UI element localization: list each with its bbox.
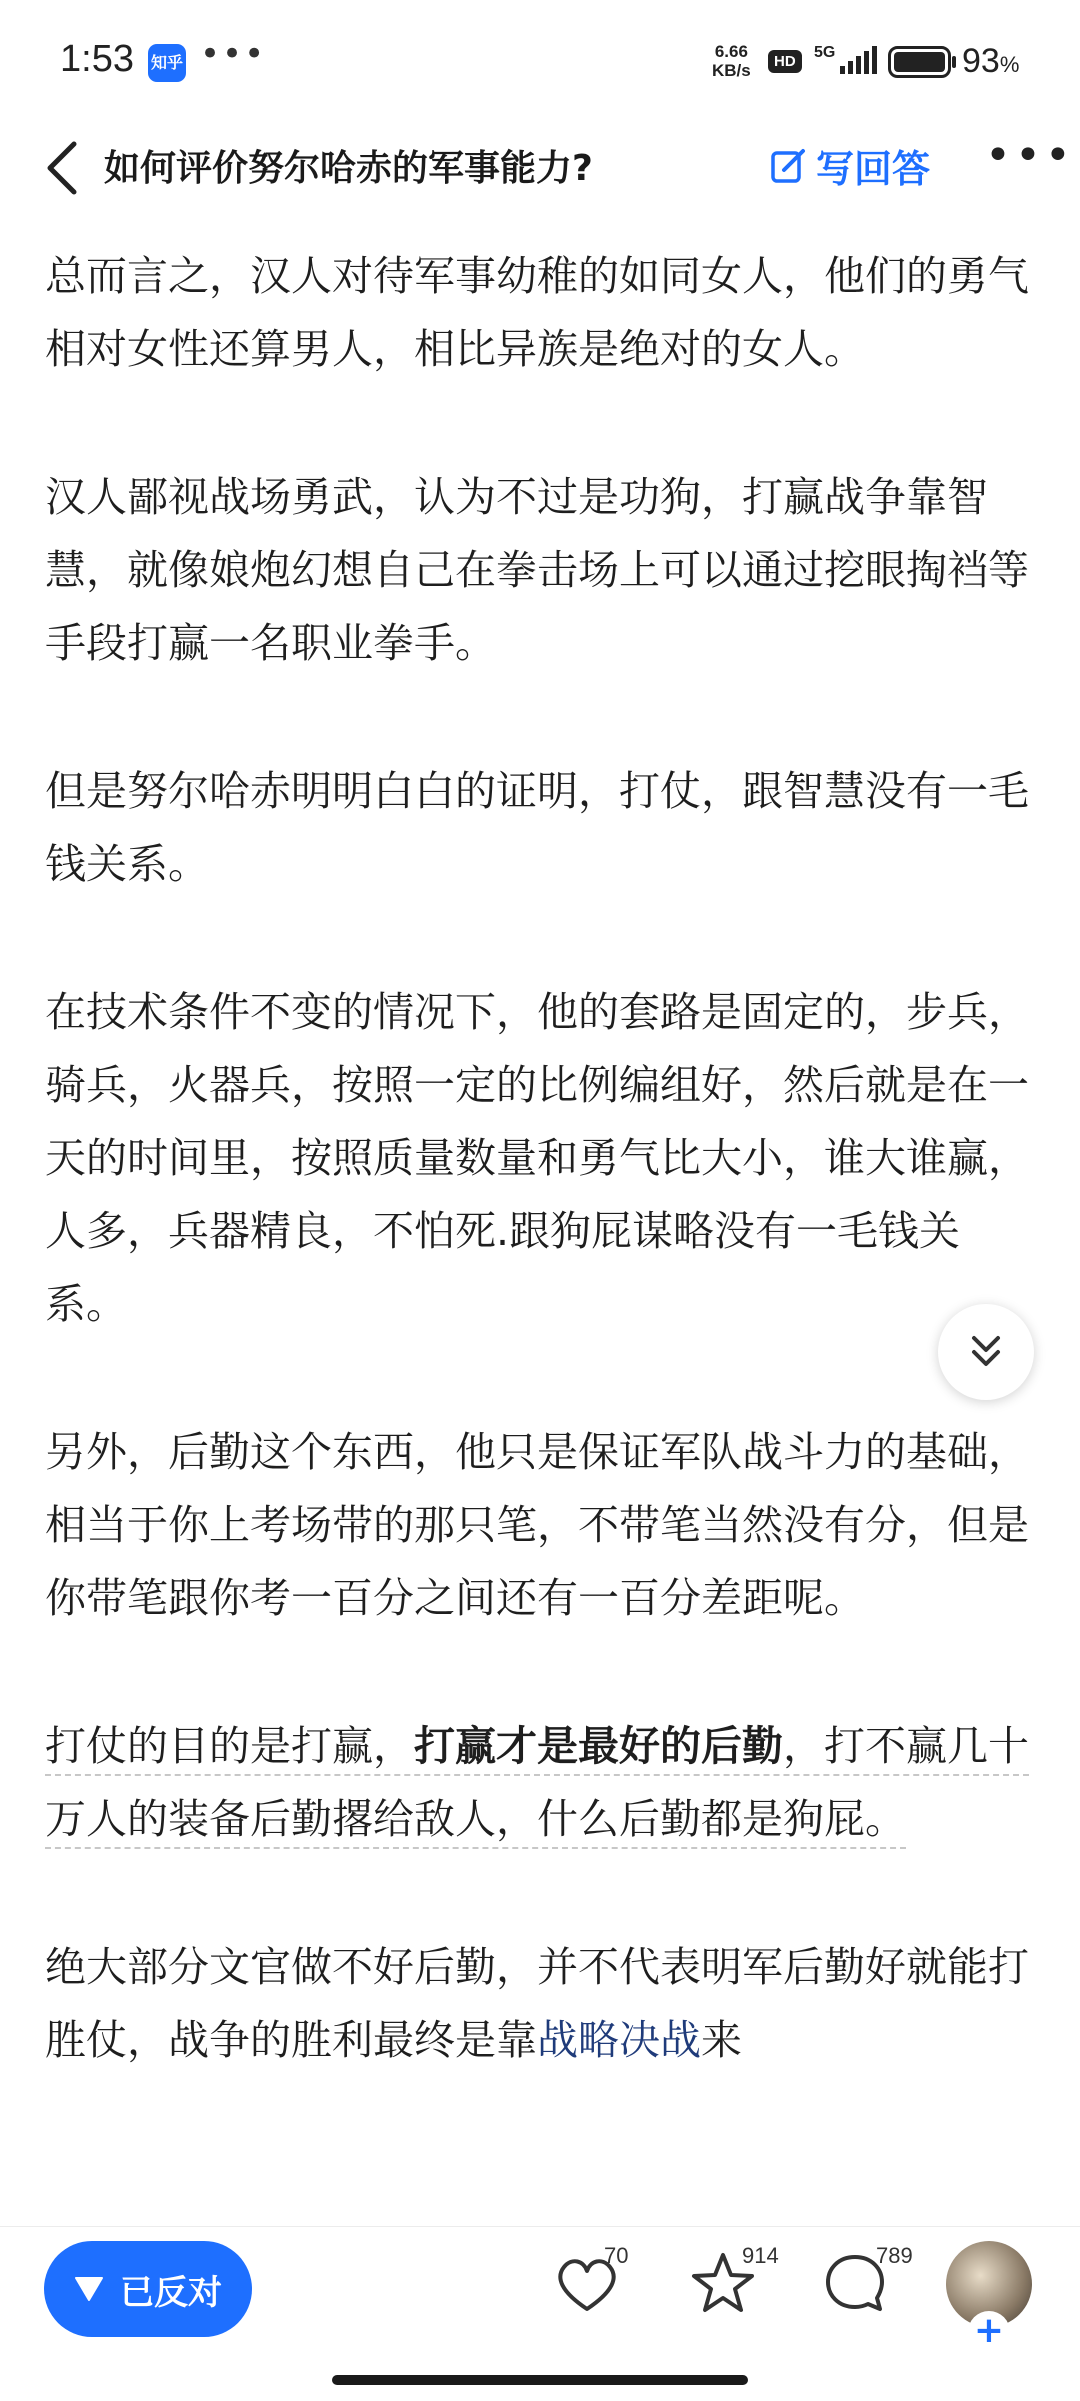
question-title[interactable]: 如何评价努尔哈赤的军事能力? bbox=[104, 148, 593, 189]
next-answer-button[interactable] bbox=[938, 1304, 1034, 1400]
battery-icon bbox=[888, 46, 958, 78]
oppose-label: 已反对 bbox=[120, 2272, 222, 2313]
home-indicator[interactable] bbox=[332, 2375, 748, 2385]
notification-more-icon: ••• bbox=[200, 34, 267, 74]
hd-badge: HD bbox=[768, 50, 802, 73]
favorite-button[interactable] bbox=[688, 2243, 779, 2323]
paragraph: 另外，后勤这个东西，他只是保证军队战斗力的基础，相当于你上考场带的那只笔，不带笔当然没有分，但是你带笔跟你考一百分之间还有一百分差距呢。 bbox=[45, 1428, 1029, 1622]
edit-icon bbox=[770, 148, 806, 184]
top-nav-bar bbox=[0, 120, 1080, 225]
battery-level: 93% bbox=[962, 42, 1020, 80]
paragraph: 但是努尔哈赤明明白白的证明，打仗，跟智慧没有一毛钱关系。 bbox=[45, 767, 1029, 888]
back-arrow-icon[interactable] bbox=[40, 136, 84, 200]
comment-count: 789 bbox=[876, 2243, 913, 2268]
answer-content bbox=[45, 240, 1035, 2152]
paragraph: 绝大部分文官做不好后勤，并不代表明军后勤好就能打胜仗，战争的胜利最终是靠战略决战来 bbox=[45, 1943, 1029, 2064]
follow-plus-icon[interactable]: + bbox=[968, 2311, 1010, 2353]
like-button[interactable] bbox=[552, 2243, 629, 2323]
status-time: 1:53 bbox=[60, 38, 134, 80]
comment-button[interactable] bbox=[820, 2243, 913, 2323]
signal-icon bbox=[838, 46, 878, 76]
write-answer-label: 写回答 bbox=[816, 147, 931, 191]
more-options-icon[interactable]: ••• bbox=[985, 130, 1075, 181]
highlighted-paragraph[interactable]: 打仗的目的是打赢，打赢才是最好的后勤，打不赢几十万人的装备后勤撂给敌人，什么后勤都是狗屁。 bbox=[45, 1710, 1035, 1856]
zhihu-app-icon: 知乎 bbox=[148, 44, 186, 82]
network-type: 5G bbox=[814, 44, 836, 61]
paragraph: 总而言之，汉人对待军事幼稚的如同女人，他们的勇气相对女性还算男人，相比异族是绝对的女人。 bbox=[45, 252, 1029, 373]
oppose-button[interactable] bbox=[44, 2241, 252, 2337]
paragraph: 在技术条件不变的情况下，他的套路是固定的，步兵，骑兵，火器兵，按照一定的比例编组好，然后就是在一天的时间里，按照质量数量和勇气比大小，谁大谁赢，人多，兵器精良，不怕死.跟狗屁谋略没有一毛钱关系。 bbox=[45, 988, 1029, 1328]
status-bar bbox=[0, 0, 1080, 120]
bottom-action-bar bbox=[0, 2226, 1080, 2401]
topic-link[interactable]: 战略决战 bbox=[537, 2016, 701, 2064]
bold-text: 打赢才是最好的后勤 bbox=[414, 1722, 783, 1770]
favorite-count: 914 bbox=[742, 2243, 779, 2268]
write-answer-button[interactable] bbox=[770, 138, 930, 193]
net-speed: 6.66 KB/s bbox=[712, 42, 751, 80]
triangle-down-icon bbox=[74, 2276, 104, 2302]
double-chevron-down-icon bbox=[966, 1332, 1006, 1372]
like-count: 70 bbox=[604, 2243, 629, 2268]
paragraph: 汉人鄙视战场勇武，认为不过是功狗，打赢战争靠智慧，就像娘炮幻想自己在拳击场上可以通过挖眼掏裆等手段打赢一名职业拳手。 bbox=[45, 473, 1029, 667]
